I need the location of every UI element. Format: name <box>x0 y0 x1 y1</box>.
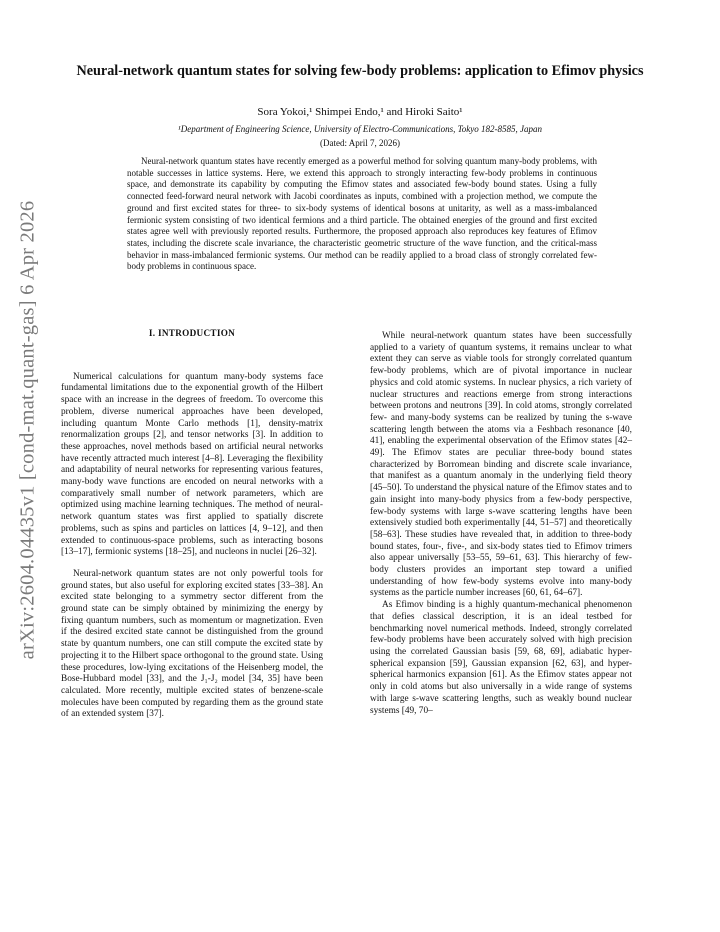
paragraph: As Efimov binding is a highly quantum-mechanical phenomenon that defies classical description, it is an ideal testbed for benchmarking novel numerical methods. Indeed, strongly correlated few-body problems have been accurately solved with high precision using the correlated Gaussian basis [59, 68, 69], adiabatic hyper-spherical expansion [59], Gaussian expansion [62, 63], and hyper-spherical harmonics expansion [61]. As the Efimov states appear not only in cold atoms but also universally in a wide range of systems with large s-wave scattering lengths, such as weakly bound nuclear systems [49, 70– <box>370 600 632 716</box>
section-heading: I. INTRODUCTION <box>148 328 236 338</box>
paragraph: While neural-network quantum states have been successfully applied to a variety of quantum systems, it remains unclear to what extent they can serve as viable tools for strongly correlated quantum few-body problems, which are of pivotal importance in nuclear physics and cold atomic systems. In nuclear physics, a rich variety of nuclear structures and reactions emerge from strong interactions between protons and neutrons [39]. In cold atoms, strongly correlated few- and many-body systems can be realized by tuning the s-wave scattering length between the atoms via a Feshbach resonance [40, 41], enabling the experimental observation of the Efimov states [42–49]. The Efimov states are peculiar three-body bound states characterized by Borromean binding and discrete scale invariance, that manifest as a quantum anomaly in the underlying field theory [45–50]. To understand the physical nature of the Efimov states and to gain insight into many-body physics from a few-body perspective, few-body systems with large s-wave scattering lengths have been extensively studied both experimentally [44, 51–57] and theoretically [58–63]. These studies have revealed that, in addition to three-body bound states, four-, five-, and six-body states tied to Efimov trimers also appear universally [53–55, 59–61, 63]. This hierarchy of few-body clusters provides an important step toward a unified understanding of how few-body systems evolve into many-body systems as the particle number increases [60, 61, 64–67]. <box>370 331 632 599</box>
left-column <box>61 328 323 721</box>
arxiv-stamp-text: arXiv:2604.04435v1 [cond-mat.quant-gas] 6 Apr 2026 <box>16 200 39 660</box>
paragraph: Neural-network quantum states are not only powerful tools for ground states, but also useful for exploring excited states [33–38]. An excited state belonging to a symmetry sector different from the ground state can be simply obtained by minimizing the energy by fixing quantum numbers, such as momentum or magnetization. Even if the desired excited state cannot be distinguished from the ground state by quantum numbers, one can still compute the excited state by projecting it to the Hilbert space orthogonal to the ground state. Using these procedures, low-lying excitations of the Heisenberg model, the Bose-Hubbard model [33], and the J₁-J₂ model [34, 35] have been calculated. More recently, multiple excited states of benzene-scale molecules have been computed by regarding them as the ground state of an extended system [37]. <box>61 568 323 720</box>
right-column <box>370 331 632 717</box>
arxiv-identifier <box>8 195 48 665</box>
paragraph: Numerical calculations for quantum many-body systems face fundamental limitations due to the exponential growth of the Hilbert space with an increase in the degrees of freedom. To overcome this problem, diverse numerical approaches have been developed, including quantum Monte Carlo methods [1], density-matrix renormalization groups [2], and tensor networks [3]. In addition to these approaches, novel methods based on artificial neural networks have recently attracted much interest [4–8]. Leveraging the flexibility and adaptability of neural networks for representing various features, many-body wave functions are encoded on neural networks with a comparatively small number of network parameters, which are optimized using machine learning techniques. The method of neural-network quantum states was first applied to spatially discrete problems, such as spins and particles on lattices [4, 9–12], and then extended to continuous-space problems, such as interacting bosons [13–17], fermionic systems [18–25], and nucleons in nuclei [26–32]. <box>61 371 323 558</box>
paper-title: Neural-network quantum states for solving few-body problems: application to Efimov physics <box>76 63 644 79</box>
date-line: (Dated: April 7, 2026) <box>320 138 400 148</box>
abstract: Neural-network quantum states have recently emerged as a powerful method for solving quantum many-body problems, with notable successes in lattice systems. Here, we extend this approach to strongly interacting few-body problems in continuous space, and demonstrate its capability by computing the Efimov states and associated few-body bound states. Using a fully connected feed-forward neural network with Jacobi coordinates as inputs, combined with a projection method, we compute the ground and first excited states for three- to six-body systems of identical bosons at unitarity, as well as a mass-imbalanced fermionic system consisting of two identical fermions and a third particle. The obtained energies of the ground and first excited states agree well with previously reported results. Furthermore, the proposed approach also reproduces key features of Efimov states, including the discrete scale invariance, the characteristic geometric structure of the wave function, and the critical-mass behavior in mass-imbalanced fermionic systems. Our method can be readily applied to a broad class of strongly correlated few-body problems in continuous space. <box>127 156 597 272</box>
author-list: Sora Yokoi,¹ Shimpei Endo,¹ and Hiroki Saito¹ <box>257 106 463 118</box>
affiliation: ¹Department of Engineering Science, University of Electro-Communications, Tokyo 182-8585, Japan <box>178 124 542 134</box>
